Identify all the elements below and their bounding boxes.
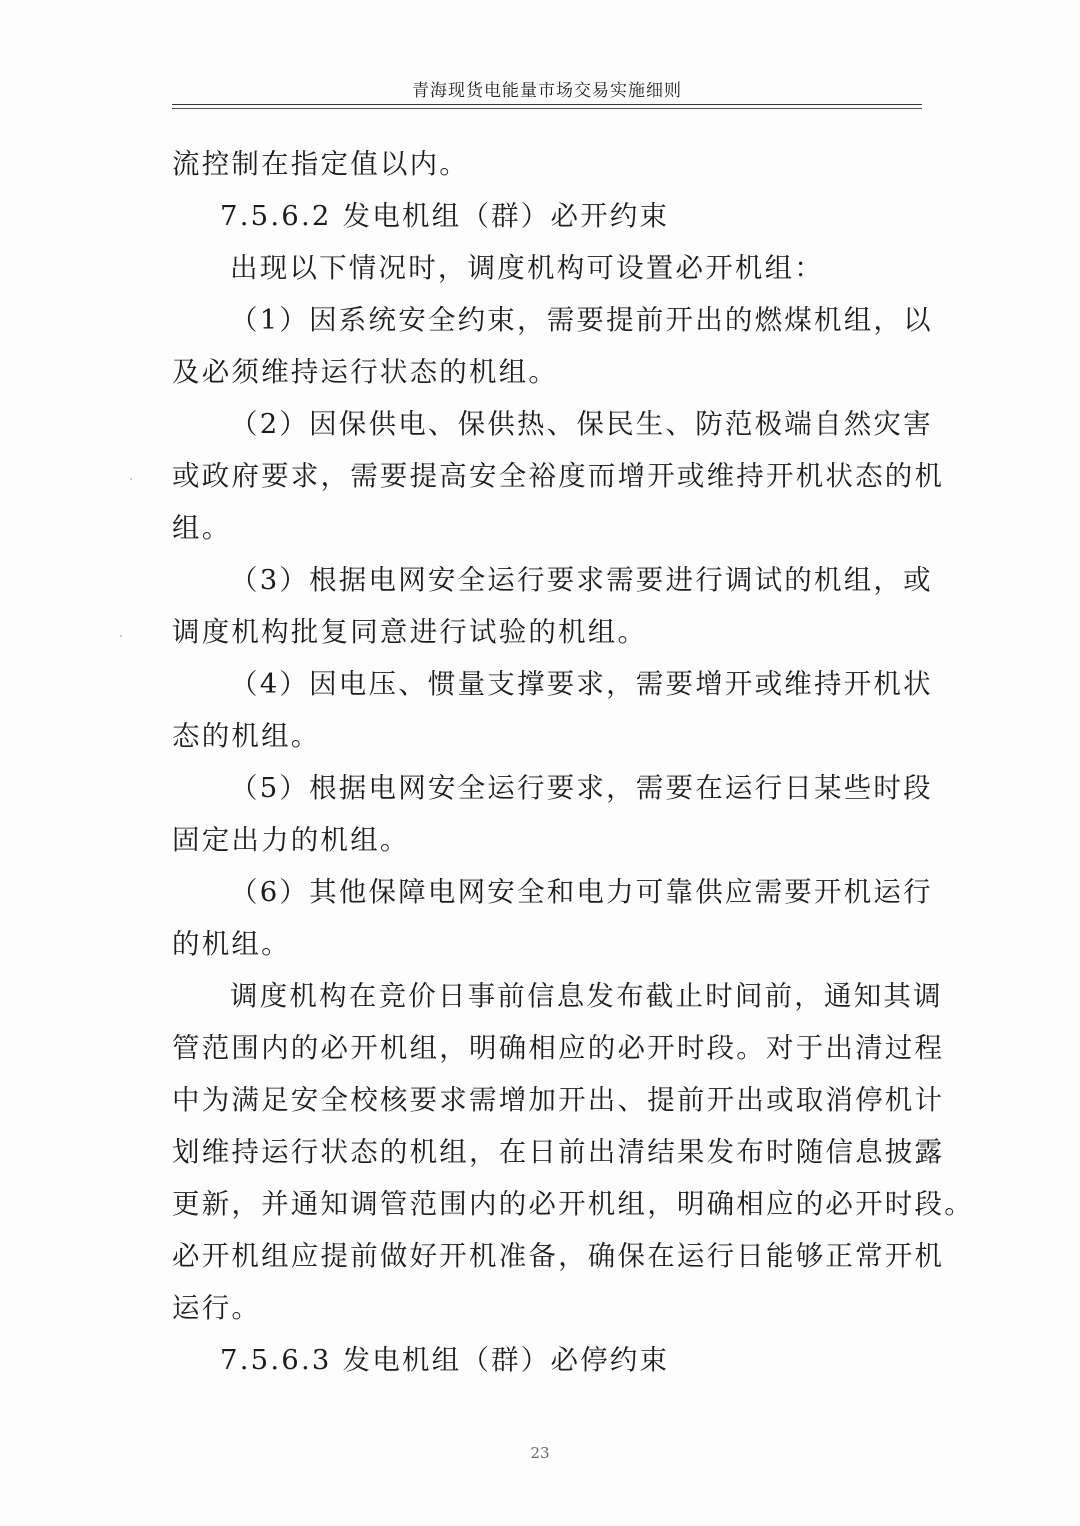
paragraph-line: 运行。 xyxy=(172,1292,262,1324)
text-line: 出现以下情况时，调度机构可设置必开机组： xyxy=(230,252,824,284)
section-heading-7-5-6-2: 7.5.6.2 发电机组（群）必开约束 xyxy=(220,200,670,232)
text-line: 或政府要求，需要提高安全裕度而增开或维持开机状态的机 xyxy=(172,460,945,492)
header-rule xyxy=(172,104,922,105)
scan-speck xyxy=(120,635,122,637)
body-text xyxy=(172,138,974,1386)
list-item-3: （3）根据电网安全运行要求需要进行调试的机组，或 xyxy=(230,564,933,596)
paragraph-line: 必开机组应提前做好开机准备，确保在运行日能够正常开机 xyxy=(172,1240,945,1272)
text-line: 组。 xyxy=(172,512,232,544)
list-item-1: （1）因系统安全约束，需要提前开出的燃煤机组，以 xyxy=(230,304,933,336)
paragraph-line: 划维持运行状态的机组，在日前出清结果发布时随信息披露 xyxy=(172,1136,945,1168)
header-rule-thin xyxy=(172,108,922,109)
text-line: 调度机构批复同意进行试验的机组。 xyxy=(172,616,648,648)
running-header: 青海现货电能量市场交易实施细则 xyxy=(412,81,682,101)
paragraph-line: 中为满足安全校核要求需增加开出、提前开出或取消停机计 xyxy=(172,1084,945,1116)
text-line: 及必须维持运行状态的机组。 xyxy=(172,356,559,388)
text-line: 流控制在指定值以内。 xyxy=(172,148,469,180)
section-heading-7-5-6-3: 7.5.6.3 发电机组（群）必停约束 xyxy=(220,1344,670,1376)
scan-speck xyxy=(130,478,132,480)
text-line: 态的机组。 xyxy=(172,720,321,752)
paragraph-line: 调度机构在竞价日事前信息发布截止时间前，通知其调 xyxy=(230,980,943,1012)
text-line: 固定出力的机组。 xyxy=(172,824,410,856)
page-number: 23 xyxy=(530,1444,550,1462)
paragraph-line: 更新，并通知调管范围内的必开机组，明确相应的必开时段。 xyxy=(172,1188,974,1220)
list-item-6: （6）其他保障电网安全和电力可靠供应需要开机运行 xyxy=(230,876,933,908)
text-line: 的机组。 xyxy=(172,928,291,960)
list-item-4: （4）因电压、惯量支撑要求，需要增开或维持开机状 xyxy=(230,668,933,700)
list-item-5: （5）根据电网安全运行要求，需要在运行日某些时段 xyxy=(230,772,933,804)
list-item-2: （2）因保供电、保供热、保民生、防范极端自然灾害 xyxy=(230,408,933,440)
paragraph-line: 管范围内的必开机组，明确相应的必开时段。对于出清过程 xyxy=(172,1032,945,1064)
